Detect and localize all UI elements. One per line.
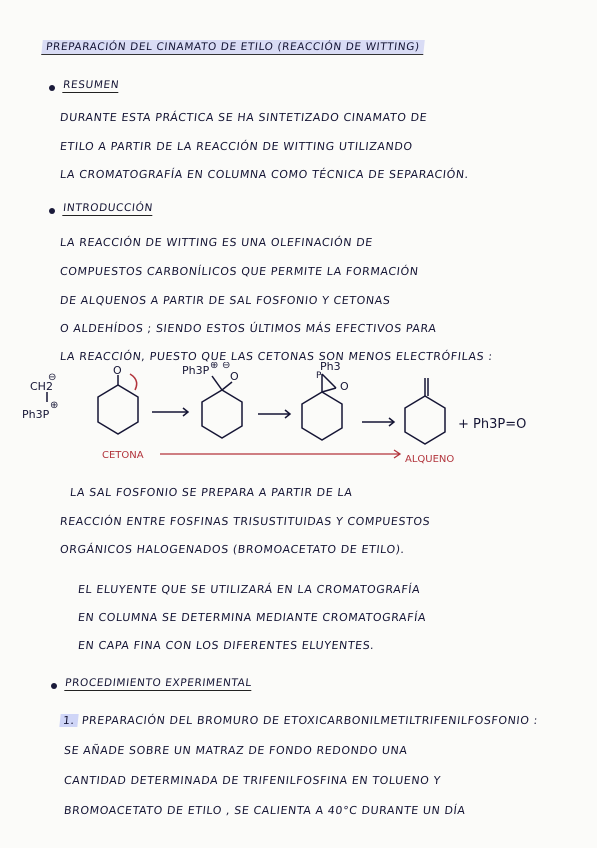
ketone-oxygen-label: O [113,364,122,377]
bullet-dot [49,208,55,214]
betaine-plus-label: ⊕ [210,362,219,371]
ylide-ph3p-label: Ph3P [22,408,50,421]
oxaphosphetane-ring [302,392,342,440]
procedure-line: SE AÑADE SOBRE UN MATRAZ DE FONDO REDONDO UNA [63,744,409,757]
section-heading-procedimiento: PROCEDIMIENTO EXPERIMENTAL [64,677,253,689]
section-heading-introduccion: INTRODUCCIÓN [62,202,154,214]
intro-line: EN COLUMNA SE DETERMINA MEDIANTE CROMATOGRAFÍA [77,611,427,624]
step-heading [59,714,538,727]
bullet-dot [49,85,55,91]
wittig-reaction-scheme [0,362,597,472]
oxaphosphetane-p-label: P [316,371,322,381]
alqueno-label: ALQUENO [405,454,455,465]
ylide-plus-label: ⊕ [50,400,59,411]
resumen-line: ETILO A PARTIR DE LA REACCIÓN DE WITTING UTILIZANDO [59,140,414,153]
oxaphosphetane-ph3-label: Ph3 [320,362,341,373]
betaine-ph3p-label: Ph3P [182,364,210,377]
page-title: PREPARACIÓN DEL CINAMATO DE ETILO (REACCIÓN DE WITTING) [41,40,424,55]
betaine-minus-label: ⊖ [222,362,231,371]
procedure-line: CANTIDAD DETERMINADA DE TRIFENILFOSFINA EN TOLUENO Y [63,774,442,787]
intro-line: ORGÁNICOS HALOGENADOS (BROMOACETATO DE ETILO). [59,543,406,556]
intro-line: COMPUESTOS CARBONÍLICOS QUE PERMITE LA FORMACIÓN [59,265,420,278]
cetona-label: CETONA [102,450,144,461]
bullet-dot [51,683,57,689]
procedure-line: BROMOACETATO DE ETILO , SE CALIENTA A 40°C DURANTE UN DÍA [63,804,467,817]
ylide-ch2-label: CH2 [30,380,53,393]
curved-arrow [130,374,137,390]
step-title: PREPARACIÓN DEL BROMURO DE ETOXICARBONILMETILTRIFENILFOSFONIO : [81,714,539,727]
section-heading-resumen: RESUMEN [62,79,120,91]
alkene-ring [405,396,445,444]
intro-line: REACCIÓN ENTRE FOSFINAS TRISUSTITUIDAS Y COMPUESTOS [59,515,431,528]
intro-line: LA REACCIÓN DE WITTING ES UNA OLEFINACIÓN DE [59,236,374,249]
intro-line: O ALDEHÍDOS ; SIENDO ESTOS ÚLTIMOS MÁS EFECTIVOS PARA [59,322,438,335]
intro-line: EN CAPA FINA CON LOS DIFERENTES ELUYENTES. [77,639,376,652]
ylide-minus-label: ⊖ [48,372,57,383]
betaine-ring [202,390,242,438]
intro-line: LA SAL FOSFONIO SE PREPARA A PARTIR DE LA [69,486,354,499]
intro-line: LA REACCIÓN, PUESTO QUE LAS CETONAS SON MENOS ELECTRÓFILAS : [59,350,494,363]
intro-line: EL ELUYENTE QUE SE UTILIZARÁ EN LA CROMATOGRAFÍA [77,583,421,596]
intro-line: DE ALQUENOS A PARTIR DE SAL FOSFONIO Y CETONAS [59,294,392,307]
cyclohexanone-ring [98,385,138,434]
resumen-line: LA CROMATOGRAFÍA EN COLUMNA COMO TÉCNICA DE SEPARACIÓN. [59,168,470,181]
byproduct-label: + Ph3P=O [458,417,527,432]
step-number: 1. [59,714,78,727]
resumen-line: DURANTE ESTA PRÁCTICA SE HA SINTETIZADO CINAMATO DE [59,111,428,124]
betaine-oxygen-label: O [230,370,239,383]
oxaphosphetane-oxygen-label: O [340,380,349,393]
